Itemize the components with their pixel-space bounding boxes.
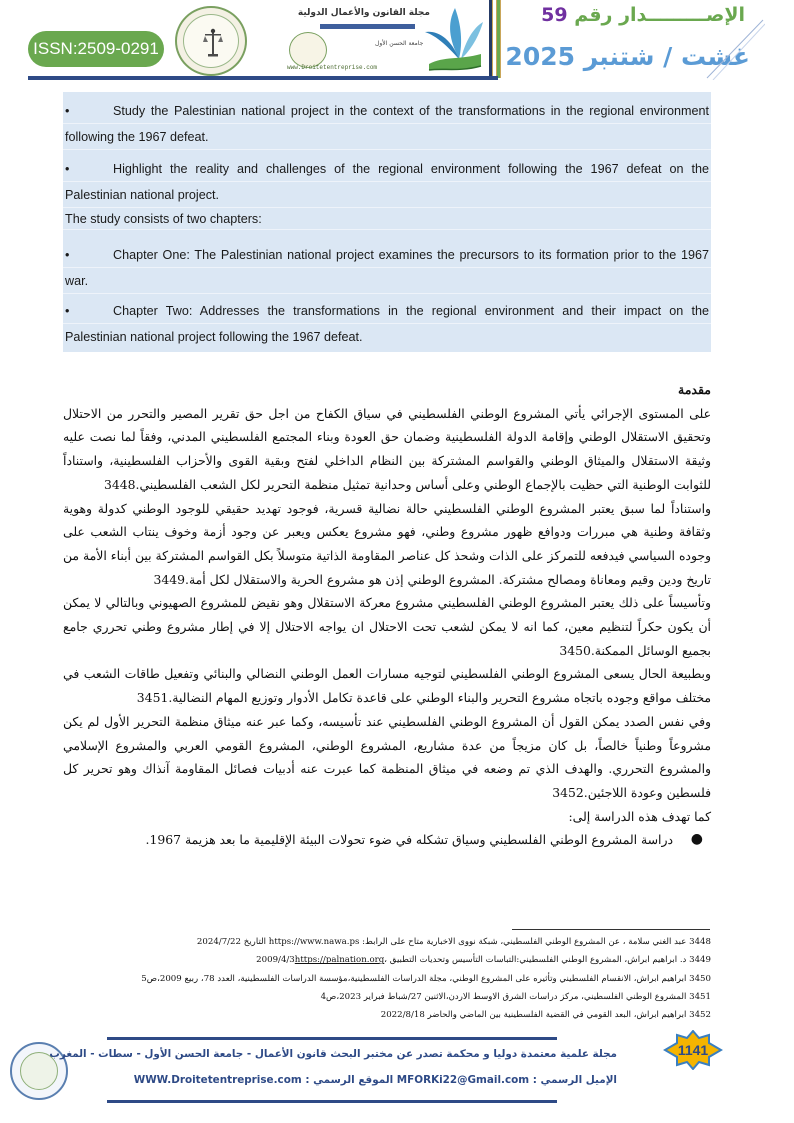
green-bar [496,0,501,78]
navy-bar [489,0,493,78]
footnote-text: ابراهيم ابراش، الانقسام الفلسطيني وتأثيره على المشروع الوطني، مجلة الدراسات الفلسطينية،مؤسسة الدراسات الفلسطينية، العدد 78، ربيع 2009،ص5 [141,973,687,984]
bullet-icon: ● [690,831,703,848]
paragraph: على المستوى الإجرائي يأتي المشروع الوطني الفلسطيني في سياق الكفاح من اجل حق تقرير المصير والتحرر من الاحتلال وتحقيق الاستقلال الوطني وإقامة الدولة الفلسطينية وضمان حق العودة وبناء المجتمع الفلسطيني المدني، وفقاً لما نصت عليه وثيقة الاستقلال والميثاق الوطني والقواسم المشتركة بين النظام الداخلي لفتح وبقية القوى والأحزاب الفلسطينية، واستناداً للثوابت الوطنية التي حظيت بالإجماع الوطني وعلى أساس وحدانية تمثيل منظمة التحرير لكل الشعب الفلسطيني.3448 [63,405,711,492]
objective-row-continuation [63,124,711,150]
objective-text: Palestinian national project. [65,188,220,202]
objective-text: Highlight the reality and challenges of the regional environment following the 1967 defeat on the [113,162,709,176]
email-address[interactable]: MFORKi22@Gmail.com [396,1074,530,1086]
footnote-text: المشروع الوطني الفلسطيني، مركز دراسات الشرق الاوسط الاردن،الاثنين 27/شباط فبراير 2023،ص4 [320,991,687,1002]
bullet-icon: • [65,104,70,118]
scales-of-justice-icon [203,28,223,58]
chapters-intro [63,208,711,230]
footnote-text: ابراهيم ابراش، البعد القومي في القضية الفلسطينية بين الماضي والحاضر 2022/8/18 [380,1010,687,1021]
chapter-text: Palestinian national project following the 1967 defeat. [65,330,363,344]
page-header [0,0,794,90]
decorative-diagonal-lines [705,18,765,80]
issue-number: 59 [541,4,568,26]
bullet-icon: • [65,304,70,318]
objective-text: Study the Palestinian national project in the context of the transformations in the regional environment [113,104,709,118]
chapter-text: Chapter One: The Palestinian national project examines the precursors to its formation prior to the 1967 [113,248,709,262]
site-label: الموقع الرسمي : [305,1074,394,1086]
objective-text: following the 1967 defeat. [65,130,209,144]
footnote-number: 3449 [689,955,711,966]
footer-journal-info: مجلة علمية معتمدة دوليا و محكمة تصدر عن مختبر البحث قانون الأعمال - جامعة الحسن الأول - سطات - المغرب [49,1048,617,1060]
page-number: 1141 [677,1042,709,1058]
issn-badge: ISSN:2509-0291 [28,31,164,67]
objective-row [63,98,711,124]
objective-row [63,156,711,182]
header-vertical-bars [489,0,503,78]
chapter-row [63,242,711,268]
chapter-row-continuation [63,268,711,294]
paragraph: واستناداً لما سبق يعتبر المشروع الوطني الفلسطيني حالة نضالية قسرية، فوجود تهديد حقيقي للوجود الوطني كدولة وهوية وثقافة وطنية هي مبررات ودوافع ظهور مشروع وطني، فهو مشروع يعكس ويعبر عن وجود أزمة وخوف ينتاب الشعب على وجوده السياسي فيدفعه للتمركز على الذات وشحذ كل عناصر المقاومة الذاتية متوسلاً بكل القواسم المشتركة بين أبناء الأمة من تاريخ ودين وقيم ومعاناة ومصالح مشتركة. المشروع الوطني إذن هو مشروع الحرية والاستقلال لكل أمة.3449 [63,500,711,587]
paragraph: كما تهدف هذه الدراسة إلى: [568,808,711,824]
objective-bullet [63,828,711,852]
journal-url: www.Droitetentreprise.com [287,64,378,71]
journal-title: مجلة القانون والأعمال الدولية [297,8,430,18]
english-objectives-box [63,92,711,352]
objective-bullet-text: دراسة المشروع الوطني الفلسطيني وسياق تشكله في ضوء تحولات البيئة الإقليمية ما بعد هزيمة 1967. [145,832,673,848]
footnote-number: 3452 [689,1010,711,1021]
footer-rule-top [107,1037,557,1040]
footer-rule-bottom [107,1100,557,1103]
footnote-text: د. ابراهيم ابراش، المشروع الوطني الفلسطيني:التباسات التأسيس وتحديات التطبيق ،2009/4/3 [256,955,687,966]
footnote [63,951,711,969]
footnote-number: 3450 [689,973,711,984]
footnote-text: عبد الغني سلامة ، عن المشروع الوطني الفلسطيني، شبكة نووى الاخبارية متاح على الرابط: https://www.nawa.ps التاريخ 2024/7/22 [196,937,687,947]
chapter-row [63,298,711,324]
chapter-row-continuation [63,324,711,350]
bullet-icon: • [65,248,70,262]
lab-logo [175,6,247,76]
lab-logo-small [289,32,327,68]
page-number-badge [663,1030,723,1070]
footnote-separator [512,929,710,930]
chapters-intro-text: The study consists of two chapters: [65,212,262,226]
chapter-text: war. [65,274,89,288]
footnote [63,988,711,1006]
paragraph: وتأسيساً على ذلك يعتبر المشروع الوطني الفلسطيني مشروع معركة الاستقلال وهو نقيض للمشروع الصهيوني وبالتالي لا يمكن أن يكون حكراً لتنظيم معين، كما انه لا يمكن لشعب تحت الاحتلال ان يواجه الاحتلال إلا في إطار مشروع وطني تحرري جامع بجميع الوسائل الممكنة.3450 [63,595,711,658]
issue-date: غشت / شتنبر 2025 [505,42,750,71]
paragraph: وفي نفس الصدد يمكن القول أن المشروع الوطني الفلسطيني عند تأسيسه، وكما عبر عنه ميثاق منظمة التحرير الأول لم يكن مشروعاً وطنياً خالصاً، بل كان مزيجاً من عدة مشاريع، المشروع الوطني، المشروع القومي العربي والمشروع الإسلامي والمشروع التحرري. والهدف الذي تم وضعه في ميثاق المنظمة كما عبرت عنه أدبيات فصائل المقاومة آنذاك وهو تحرير كل فلسطين وعودة اللاجئين.3452 [63,713,711,800]
footnote [63,933,711,951]
journal-logo [285,4,485,76]
footnotes [63,933,711,1024]
footnote-number: 3451 [689,991,711,1002]
footnote [63,970,711,988]
bullet-icon: • [65,162,70,176]
website-link[interactable]: WWW.Droitetentreprise.com [133,1074,302,1086]
issue-label-text: الإصـــــــــدار رقم [574,4,745,26]
footnote [63,1006,711,1024]
chapter-text: Chapter Two: Addresses the transformations in the regional environment and their impact on the [113,304,709,318]
arabic-body [63,378,711,852]
book-leaves-icon [419,4,485,74]
section-title: مقدمة [678,382,711,397]
footnote-number: 3448 [689,937,711,947]
header-rule [28,76,498,80]
journal-university: جامعة الحسن الأول [375,40,424,47]
email-label: الإميل الرسمي : [532,1074,617,1086]
footer-contact [107,1074,617,1086]
paragraph: وبطبيعة الحال يسعى المشروع الوطني الفلسطيني لتوجيه مسارات العمل الوطني النضالي والبنائي وتفعيل طاقات الشعب في مختلف مواقع وجوده باتجاه مشروع التحرير والبناء الوطني على قاعدة تكامل الأدوار وتوزيع المهام النضالية.3451 [63,666,711,706]
footnote-link[interactable]: https://palnation.org [294,955,385,966]
journal-title-bar [320,24,415,29]
objective-row-continuation [63,182,711,208]
